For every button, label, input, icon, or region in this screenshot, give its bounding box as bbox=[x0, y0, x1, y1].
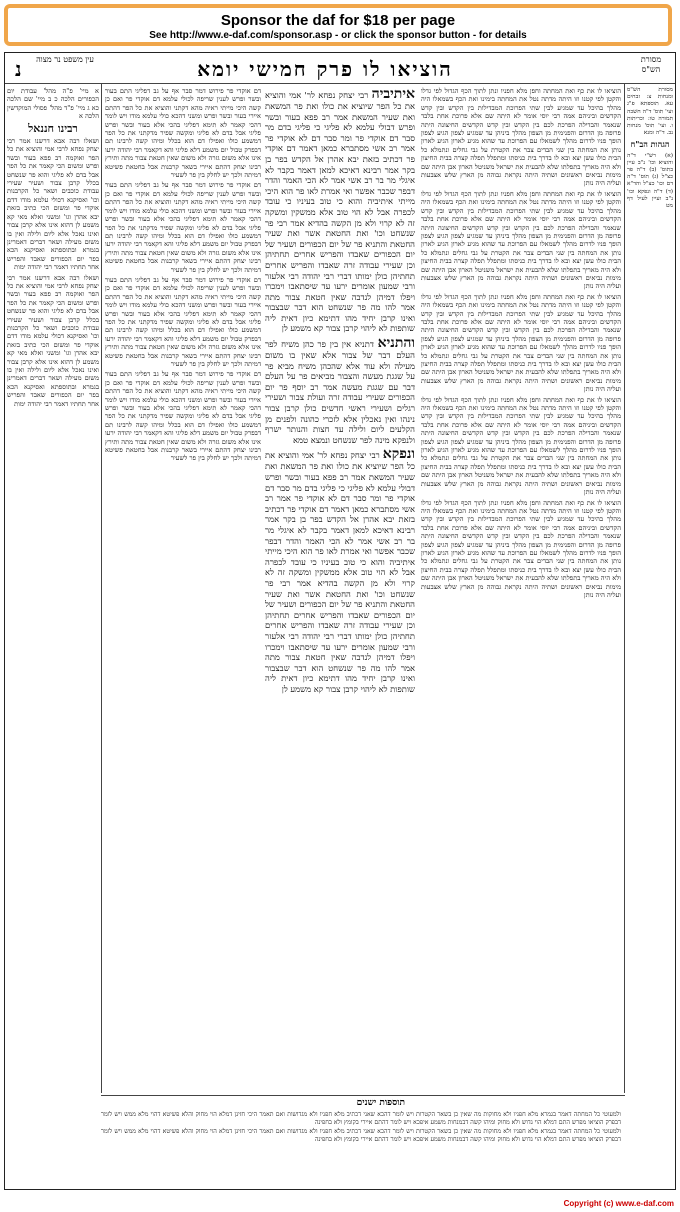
rabbeinu-chananel-text-repeat: ושאלו רבה אבא דרשנו אמר רבי יצחק נפחא לרבי אמי והוציא את כל הפר ואוקמה רב פפא בעור ובשר ופרש ומשום הכי קאמר את כל הפר אבל בדם לא פליגי והוא פר שנשחט בכלל קרבן צבור ושעיר שעירי עבודת כוכבים ושאר כל הקרבנות וכו' ואסיקנא דכולי עלמא מודו דדם אוקדי פר ומשום הכי כתיב בזאת יבא אהרן וגו' ומשני ואלא מאי קא משמע לן דהוא אינו אלא קרבן צבור ואינו נאכל אלא ליום ולילה ואין בו משום מעילה ושאר דברים דאמרינן בגמרא ובתוספתא ואסיקנא הכא בפר יום הכפורים שאבד והפריש אחר תחתיו דאמר רבי יהודה ימות bbox=[7, 273, 99, 408]
rabbeinu-chananel-text: ושאלו רבה אבא דרשנו אמר רבי יצחק נפחא לרבי אמי והוציא את כל הפר ואוקמה רב פפא בעור ובשר ופרש ומשום הכי קאמר את כל הפר אבל בדם לא פליגי והוא פר שנשחט בכלל קרבן צבור ושעיר שעירי עבודת כוכבים ושאר כל הקרבנות וכו' ואסיקנא דכולי עלמא מודו דדם אוקדי פר ומשום הכי כתיב בזאת יבא אהרן וגו' ומשני ואלא מאי קא משמע לן דהוא אינו אלא קרבן צבור ואינו נאכל אלא ליום ולילה ואין בו משום מעילה ושאר דברים דאמרינן בגמרא ובתוספתא ואסיקנא הכא בפר יום הכפורים שאבד והפריש אחר תחתיו דאמר רבי יהודה ימות bbox=[7, 137, 99, 272]
gemara-lead-word-3: ונפקא bbox=[382, 446, 415, 463]
gemara-lead-word: איתיביה bbox=[371, 87, 415, 102]
sponsor-title[interactable]: Sponsor the daf for $18 per page bbox=[220, 12, 456, 29]
rashi-text-repeat-4: הוציאו לו את כף ואת המחתה וחפן מלא חפניו ונתן לתוך הכף הגדול לפי גדלו והקטן לפי קטנו וזו היתה מדתה נטל את המחתה בימינו ואת הכף בשמאלו היה מהלך בהיכל עד שמגיע לבין שתי הפרוכת המבדילות בין הקדש ובין קדש הקדשים וביניהם אמה רבי יוסי אומר לא היתה שם אלא פרוכת אחת בלבד שנאמר והבדילה הפרכת לכם בין הקדש ובין קדש הקדשים החיצונה היתה פרופה מן הדרום והפנימית מן הצפון מהלך ביניהן עד שמגיע לצפון הגיע לצפון הופך פניו לדרום מהלך לשמאלו עם הפרוכת עד שהוא מגיע לארון הגיע לארון נותן את המחתה בין שני הבדים צבר את הקטרת על גבי גחלים ונתמלא כל הבית כולו עשן יצא ובא לו בדרך בית כניסתו ומתפלל תפלה קצרה בבית החיצון ולא היה מאריך בתפלתו שלא להבעית את ישראל משניטל הארון אבן היתה שם מימות נביאים ראשונים ושתיה היתה נקראת גבוהה מן הארץ שלש אצבעות ועליה היה נותן bbox=[421, 498, 621, 599]
sponsor-banner[interactable] bbox=[4, 4, 672, 46]
rashi-text: הוציאו לו את כף ואת המחתה וחפן מלא חפניו ונתן לתוך הכף הגדול לפי גדלו והקטן לפי קטנו וזו היתה מדתה נטל את המחתה בימינו ואת הכף בשמאלו היה מהלך בהיכל עד שמגיע לבין שתי הפרוכת המבדילות בין הקדש ובין קדש הקדשים וביניהם אמה רבי יוסי אומר לא היתה שם אלא פרוכת אחת בלבד שנאמר והבדילה הפרכת לכם בין הקדש ובין קדש הקדשים החיצונה היתה פרופה מן הדרום והפנימית מן הצפון מהלך ביניהן עד שמגיע לצפון הגיע לצפון הופך פניו לדרום מהלך לשמאלו עם הפרוכת עד שהוא מגיע לארון הגיע לארון נותן את המחתה בין שני הבדים צבר את הקטרת על גבי גחלים ונתמלא כל הבית כולו עשן יצא ובא לו בדרך בית כניסתו ומתפלל תפלה קצרה בבית החיצון ולא היה מאריך בתפלתו שלא להבעית את ישראל משניטל הארון אבן היתה שם מימות נביאים ראשונים ושתיה היתה נקראת גבוהה מן הארץ שלש אצבעות ועליה היה נותן bbox=[421, 87, 621, 188]
tosafot-text: דם אוקדי פר פירוש דמר סבר אף על גב דפליגי התם בעור ובשר ופרש לענין שריפה לכולי עלמא דם אוקדי פר ואם כן קשה היכי מייתי ראיה מהא דקתני והוציא את כל הפר דהתם איירי בעור ובשר ופרש ומשני דהכא כולי עלמא מודו ויש לומר דהכי קאמר לא תימא דפליגי בהכי אלא בעור ובשר ופרש פליגי אבל בדם לא פליגי ומקשה שפיר מדקתני את כל הפר דמשמע כולו ואפילו דם הוא בכלל ומיהו קשה לרבינו תם דבפרק טבול יום משמע דלא פליגי והא דקאמר רבי יהודה ירעו אינו אלא משום גזרה ולא משום שאין חטאת צבור מתה ותירץ רבינו יצחק דהתם איירי בשאר קרבנות אבל בחטאת פשיטא דמיתה ולכך יש לחלק בין פר לשעיר bbox=[105, 87, 261, 180]
tosafot-yeshanim-text: ולמעוטי כל המחתה דאמר בגמרא מלא חפניו ולא מחוקות מה שאין כן בשאר הקטרות ויש לומר דהכא שאני דכתיב מלא חפניו ולא מגדושות ואם תאמר היכי חזינן דמלא הוי מחוק והלא פשיטא דהוי מלא ממש ויש לומר דבפרק הוציאו מפרש התם דמלא הוי גדוש ולא מחוק ומיהו קשה דבמנחות משמע איפכא ויש לומר דהתם איירי בקומץ ולא בחפינה bbox=[101, 1111, 621, 1126]
page-title: הוציאו לו פרק חמישי יומא bbox=[197, 57, 453, 81]
tosafot-column bbox=[105, 87, 261, 1091]
ein-mishpat-rule bbox=[101, 83, 102, 1093]
bottom-rule bbox=[101, 1095, 625, 1096]
copyright-notice[interactable]: Copyright (c) www.e-daf.com bbox=[563, 1199, 674, 1208]
tosafot-yeshanim bbox=[101, 1111, 621, 1185]
header-rule bbox=[5, 83, 675, 84]
tosafot-text-repeat-3: דם אוקדי פר פירוש דמר סבר אף על גב דפליגי התם בעור ובשר ופרש לענין שריפה לכולי עלמא דם אוקדי פר ואם כן קשה היכי מייתי ראיה מהא דקתני והוציא את כל הפר דהתם איירי בעור ובשר ופרש ומשני דהכא כולי עלמא מודו ויש לומר דהכי קאמר לא תימא דפליגי בהכי אלא בעור ובשר ופרש פליגי אבל בדם לא פליגי ומקשה שפיר מדקתני את כל הפר דמשמע כולו ואפילו דם הוא בכלל ומיהו קשה לרבינו תם דבפרק טבול יום משמע דלא פליגי והא דקאמר רבי יהודה ירעו אינו אלא משום גזרה ולא משום שאין חטאת צבור מתה ותירץ רבינו יצחק דהתם איירי בשאר קרבנות אבל בחטאת פשיטא דמיתה ולכך יש לחלק בין פר לשעיר bbox=[105, 370, 261, 463]
masoret-rule bbox=[624, 83, 625, 1093]
ein-mishpat-label: עין משפט נר מצוה bbox=[36, 55, 94, 64]
talmud-page bbox=[4, 52, 676, 1190]
gemara-column bbox=[265, 87, 415, 1091]
hagahot-heading: הגהות הב"ח bbox=[630, 139, 670, 150]
gemara-lead-word-2: והתניא bbox=[377, 335, 415, 352]
rashi-column bbox=[421, 87, 621, 1091]
tosafot-text-repeat: דם אוקדי פר פירוש דמר סבר אף על גב דפליגי התם בעור ובשר ופרש לענין שריפה לכולי עלמא דם אוקדי פר ואם כן קשה היכי מייתי ראיה מהא דקתני והוציא את כל הפר דהתם איירי בעור ובשר ופרש ומשני דהכא כולי עלמא מודו ויש לומר דהכי קאמר לא תימא דפליגי בהכי אלא בעור ובשר ופרש פליגי אבל בדם לא פליגי ומקשה שפיר מדקתני את כל הפר דמשמע כולו ואפילו דם הוא בכלל ומיהו קשה לרבינו תם דבפרק טבול יום משמע דלא פליגי והא דקאמר רבי יהודה ירעו אינו אלא משום גזרה ולא משום שאין חטאת צבור מתה ותירץ רבינו יצחק דהתם איירי בשאר קרבנות אבל בחטאת פשיטא דמיתה ולכך יש לחלק בין פר לשעיר bbox=[105, 181, 261, 274]
hagahot-text: (א) רש"י ד"ה והוציא וכו' נ"ב עיין בתוס' (ב) ד"ה פר כצ"ל (ג) תוס' ד"ה דם וכו' כצ"ל והד"א (ד) ד"ה ונפקא וכו' נ"ב ועיין לעיל דף מט bbox=[627, 152, 673, 210]
tosafot-yeshanim-text-repeat: ולמעוטי כל המחתה דאמר בגמרא מלא חפניו ולא מחוקות מה שאין כן בשאר הקטרות ויש לומר דהכא שאני דכתיב מלא חפניו ולא מגדושות ואם תאמר היכי חזינן דמלא הוי מחוק והלא פשיטא דהוי מלא ממש ויש לומר דבפרק הוציאו מפרש התם דמלא הוי גדוש ולא מחוק ומיהו קשה דבמנחות משמע איפכא ויש לומר דהתם איירי בקומץ ולא בחפינה bbox=[101, 1128, 621, 1143]
ein-mishpat-margin bbox=[7, 87, 99, 1091]
masoret-margin bbox=[627, 87, 673, 1067]
tosafot-text-repeat-2: דם אוקדי פר פירוש דמר סבר אף על גב דפליגי התם בעור ובשר ופרש לענין שריפה לכולי עלמא דם אוקדי פר ואם כן קשה היכי מייתי ראיה מהא דקתני והוציא את כל הפר דהתם איירי בעור ובשר ופרש ומשני דהכא כולי עלמא מודו ויש לומר דהכי קאמר לא תימא דפליגי בהכי אלא בעור ובשר ופרש פליגי אבל בדם לא פליגי ומקשה שפיר מדקתני את כל הפר דמשמע כולו ואפילו דם הוא בכלל ומיהו קשה לרבינו תם דבפרק טבול יום משמע דלא פליגי והא דקאמר רבי יהודה ירעו אינו אלא משום גזרה ולא משום שאין חטאת צבור מתה ותירץ רבינו יצחק דהתם איירי בשאר קרבנות אבל בחטאת פשיטא דמיתה ולכך יש לחלק בין פר לשעיר bbox=[105, 275, 261, 368]
masoret-text: מסורת הש"ס ומנחות צ: זבחים עא. תוספתא פ"ג ועי' תוס' ד"ה חשכה תמורה טו: וכריתות ו. ועי' תוס' מנחות נב. ד"ה ומנא bbox=[627, 87, 673, 137]
gemara-text: רבי יצחק נפחא לר' אמי והוציא את כל הפר שיוציא את כולו ואת פר המשאת ואת שעיר המשאת אמר רב פפא בעור ובשר ופרש דבולי עלמא לא פליגי כי פליגי בדם מר סבר דם אוקדי פר ומר סבר דם לא אוקדי פר אמר רב אשי מסתברא כמאן דאמר דם אוקדי פר דכתיב בזאת יבא אהרן אל הקדש בפר בן בקר אמר רבינא דאיכא למאן דאמר בקבר לא איגלי מר בר רב אשי אמר לא הכי האמר והדר דבפר שכבר אפשר ואי אמרת לאו פר הוא היכי מייתי איתיביה והוא כי טוב בעיניו כי עובד לכפרה אבל לא הוי טוב אלא ממשקין ומשקה זה לא קרוי ולא מן הקשה בהדיא אמר רבי פר שנשחט וכו' ואת החטאת אשר ואת שעיר החטאת והתניא פר של יום הכפורים ושעיר של יום הכפורים שאבדו והפריש אחרים תחתיהן וכן שעירי עבודה זרה שאבדו והפריש אחרים תחתיהן כולן ימותו דברי רבי יהודה רבי אלעזר ורבי שמעון אומרים ירעו עד שיסתאבו וימכרו ויפלו דמיהן לנדבה שאין חטאת צבור מתה אמר להו מה פר שנשחט הוא דבר שבצבור ואינו קרבן יחיד מהו דתימא כיון דאית ליה שותפות לא ליהוי קרבן צבור קא משמע לן bbox=[265, 90, 415, 334]
daf-number: נ bbox=[15, 57, 22, 81]
gemara-continued-text: דתניא אין בין פר כהן משיח לפר העלם דבר של צבור אלא שאין בו משום מעילה ולא עוד אלא שהכהן משיח מביא פר על שגגת מעשה והצבור מביאים פר על העלם דבר עם שגגת מעשה אמר רב יוסף פר יום הכפורים שעירי עבודה זרה ועולת צבור ושעירי רגלים ושעירי ראשי חדשים כולן קרבן צבור נינהו ואין נאכלין אלא לזכרי כהונה ולפנים מן הקלעים ליום ולילה עד חצות והנותר ישרף ולנפקא מינה לפר שנשחט ונמצא טמא bbox=[265, 339, 415, 445]
masoret-label: מסורת הש"ס bbox=[640, 55, 662, 74]
sponsor-subtitle[interactable]: See http://www.e-daf.com/sponsor.asp - or click the sponsor button - for details bbox=[149, 30, 527, 41]
tosafot-yeshanim-heading: תוספות ישנים bbox=[356, 1098, 405, 1108]
gemara-continued-text-2: רבי יצחק נפחא לר' אמי והוציא את כל הפר שיוציא את כולו ואת פר המשאת ואת שעיר המשאת אמר רב פפא בעור ובשר ופרש דבולי עלמא לא פליגי כי פליגי בדם מר סבר דם אוקדי פר ומר סבר דם לא אוקדי פר אמר רב אשי מסתברא כמאן דאמר דם אוקדי פר דכתיב בזאת יבא אהרן אל הקדש בפר בן בקר אמר רבינא דאיכא למאן דאמר בקבר לא איגלי מר בר רב אשי אמר לא הכי האמר והדר דבפר שכבר אפשר ואי אמרת לאו פר הוא היכי מייתי איתיביה והוא כי טוב בעיניו כי עובד לכפרה אבל לא הוי טוב אלא ממשקין ומשקה זה לא קרוי ולא מן הקשה בהדיא אמר רבי פר שנשחט וכו' ואת החטאת אשר ואת שעיר החטאת והתניא פר של יום הכפורים ושעיר של יום הכפורים שאבדו והפריש אחרים תחתיהן וכן שעירי עבודה זרה שאבדו והפריש אחרים תחתיהן כולן ימותו דברי רבי יהודה רבי אלעזר ורבי שמעון אומרים ירעו עד שיסתאבו וימכרו ויפלו דמיהן לנדבה שאין חטאת צבור מתה אמר להו מה פר שנשחט הוא דבר שבצבור ואינו קרבן יחיד מהו דתימא כיון דאית ליה שותפות לא ליהוי קרבן צבור קא משמע לן bbox=[265, 450, 415, 694]
rashi-text-repeat-3: הוציאו לו את כף ואת המחתה וחפן מלא חפניו ונתן לתוך הכף הגדול לפי גדלו והקטן לפי קטנו וזו היתה מדתה נטל את המחתה בימינו ואת הכף בשמאלו היה מהלך בהיכל עד שמגיע לבין שתי הפרוכת המבדילות בין הקדש ובין קדש הקדשים וביניהם אמה רבי יוסי אומר לא היתה שם אלא פרוכת אחת בלבד שנאמר והבדילה הפרכת לכם בין הקדש ובין קדש הקדשים החיצונה היתה פרופה מן הדרום והפנימית מן הצפון מהלך ביניהן עד שמגיע לצפון הגיע לצפון הופך פניו לדרום מהלך לשמאלו עם הפרוכת עד שהוא מגיע לארון הגיע לארון נותן את המחתה בין שני הבדים צבר את הקטרת על גבי גחלים ונתמלא כל הבית כולו עשן יצא ובא לו בדרך בית כניסתו ומתפלל תפלה קצרה בבית החיצון ולא היה מאריך בתפלתו שלא להבעית את ישראל משניטל הארון אבן היתה שם מימות נביאים ראשונים ושתיה היתה נקראת גבוהה מן הארץ שלש אצבעות ועליה היה נותן bbox=[421, 395, 621, 497]
rashi-text-repeat-2: הוציאו לו את כף ואת המחתה וחפן מלא חפניו ונתן לתוך הכף הגדול לפי גדלו והקטן לפי קטנו וזו היתה מדתה נטל את המחתה בימינו ואת הכף בשמאלו היה מהלך בהיכל עד שמגיע לבין שתי הפרוכת המבדילות בין הקדש ובין קדש הקדשים וביניהם אמה רבי יוסי אומר לא היתה שם אלא פרוכת אחת בלבד שנאמר והבדילה הפרכת לכם בין הקדש ובין קדש הקדשים החיצונה היתה פרופה מן הדרום והפנימית מן הצפון מהלך ביניהן עד שמגיע לצפון הגיע לצפון הופך פניו לדרום מהלך לשמאלו עם הפרוכת עד שהוא מגיע לארון הגיע לארון נותן את המחתה בין שני הבדים צבר את הקטרת על גבי גחלים ונתמלא כל הבית כולו עשן יצא ובא לו בדרך בית כניסתו ומתפלל תפלה קצרה בבית החיצון ולא היה מאריך בתפלתו שלא להבעית את ישראל משניטל הארון אבן היתה שם מימות נביאים ראשונים ושתיה היתה נקראת גבוהה מן הארץ שלש אצבעות ועליה היה נותן bbox=[421, 292, 621, 394]
ein-mishpat-notes: א מיי' פ"ה מהל' עבודת יום הכפורים הלכה כ ב מיי' שם הלכה כא ג מיי' פ"ד מהל' פסולי המוקדשין הלכה א bbox=[7, 87, 99, 121]
rashi-text-repeat: הוציאו לו את כף ואת המחתה וחפן מלא חפניו ונתן לתוך הכף הגדול לפי גדלו והקטן לפי קטנו וזו היתה מדתה נטל את המחתה בימינו ואת הכף בשמאלו היה מהלך בהיכל עד שמגיע לבין שתי הפרוכת המבדילות בין הקדש ובין קדש הקדשים וביניהם אמה רבי יוסי אומר לא היתה שם אלא פרוכת אחת בלבד שנאמר והבדילה הפרכת לכם בין הקדש ובין קדש הקדשים החיצונה היתה פרופה מן הדרום והפנימית מן הצפון מהלך ביניהן עד שמגיע לצפון הגיע לצפון הופך פניו לדרום מהלך לשמאלו עם הפרוכת עד שהוא מגיע לארון הגיע לארון נותן את המחתה בין שני הבדים צבר את הקטרת על גבי גחלים ונתמלא כל הבית כולו עשן יצא ובא לו בדרך בית כניסתו ומתפלל תפלה קצרה בבית החיצון ולא היה מאריך בתפלתו שלא להבעית את ישראל משניטל הארון אבן היתה שם מימות נביאים ראשונים ושתיה היתה נקראת גבוהה מן הארץ שלש אצבעות ועליה היה נותן bbox=[421, 189, 621, 291]
rabbeinu-chananel-heading: רבינו חננאל bbox=[28, 121, 78, 135]
